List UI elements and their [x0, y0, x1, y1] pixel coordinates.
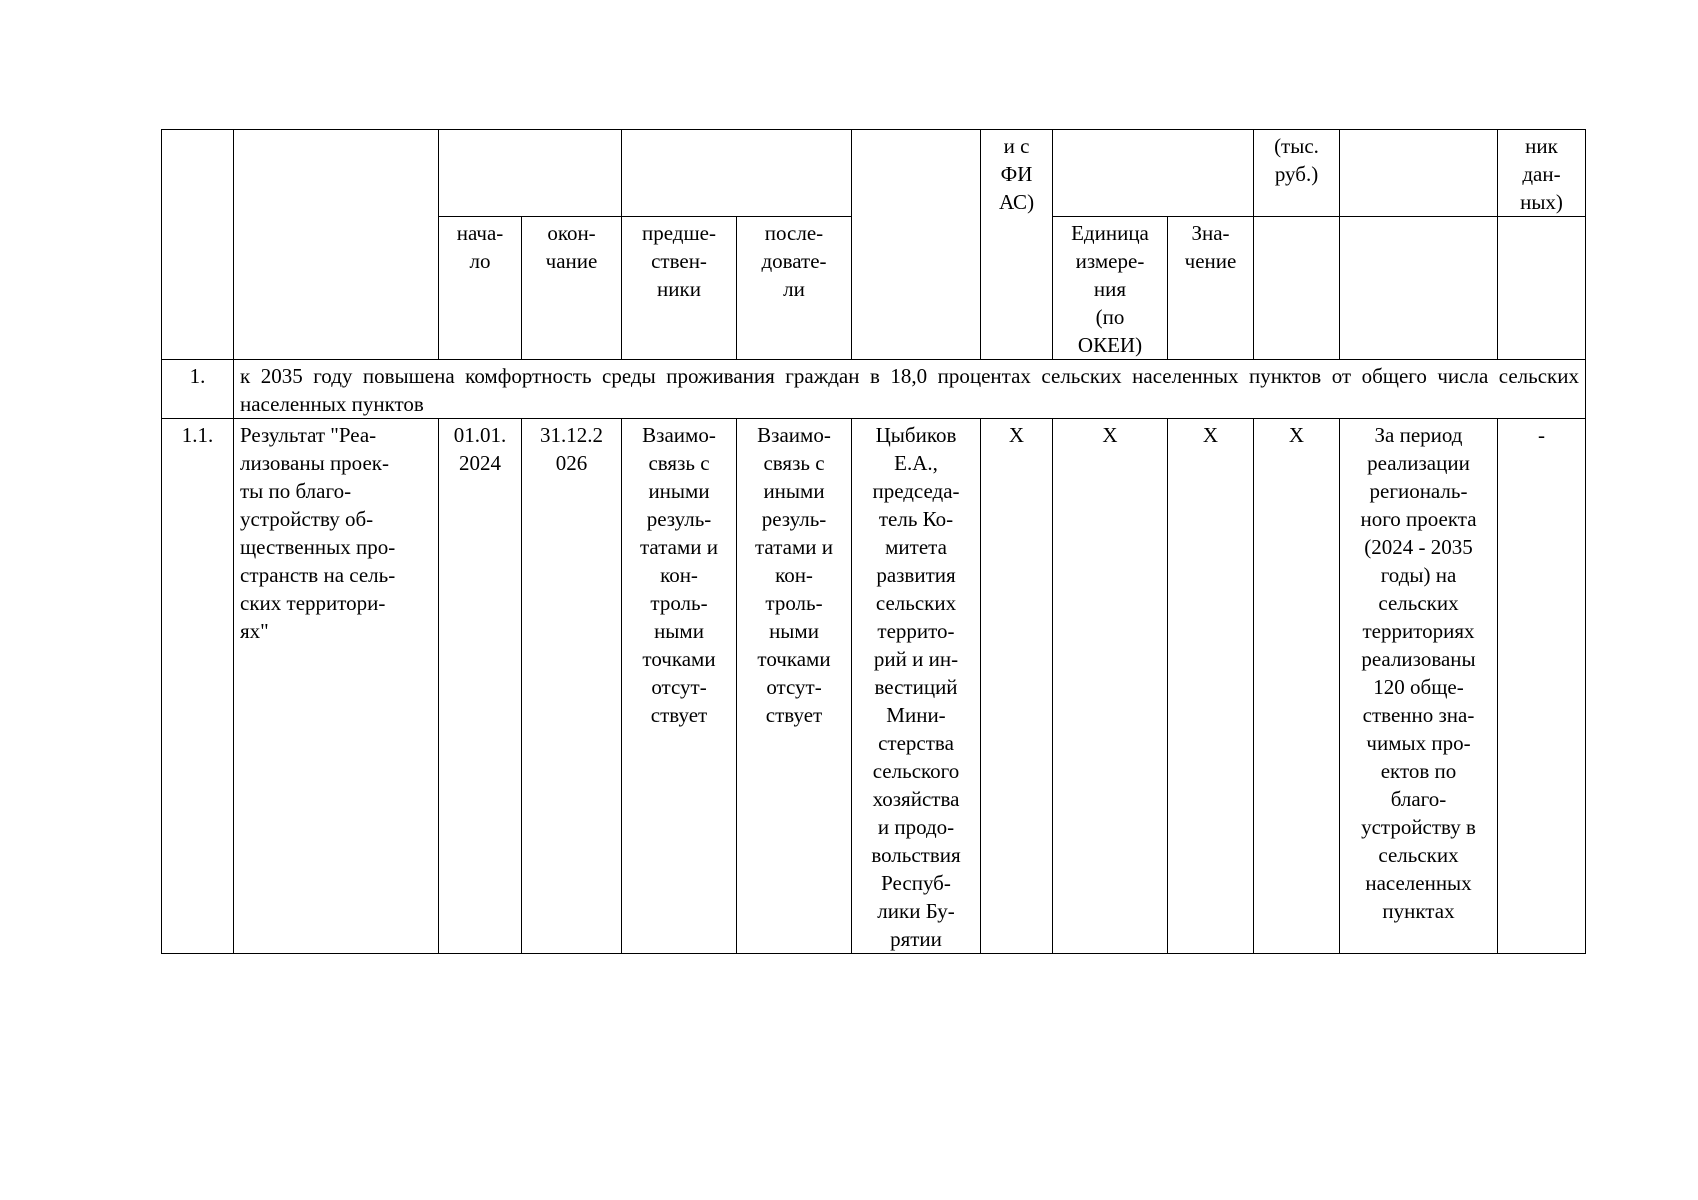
header-cell-characteristic — [1340, 130, 1498, 217]
goal-number: 1. — [162, 360, 234, 419]
result-unit: X — [1053, 419, 1168, 954]
header-cell-cost: (тыс. руб.) — [1254, 130, 1340, 217]
header-end: окон- чание — [522, 217, 622, 360]
result-fias: X — [981, 419, 1053, 954]
header-cell-name — [234, 130, 439, 360]
result-name: Результат "Реа- лизованы проек- ты по благо- устройству об- щественных про- странств на сель- ских территори- ях" — [234, 419, 439, 954]
result-number: 1.1. — [162, 419, 234, 954]
goal-text: к 2035 году повышена комфортность среды проживания граждан в 18,0 процентах сельских населенных пунктов от общего числа сельских населенных пунктов — [234, 360, 1586, 419]
header-cell-indicator — [1053, 130, 1254, 217]
result-plan-table — [161, 129, 1586, 954]
header-cell-links — [622, 130, 852, 217]
header-cost-empty — [1254, 217, 1340, 360]
result-value: X — [1168, 419, 1254, 954]
result-successors: Взаимо- связь с иными резуль- татами и кон- троль- ными точками отсут- ствует — [737, 419, 852, 954]
header-predecessors: предше- ствен- ники — [622, 217, 737, 360]
result-row — [162, 419, 1586, 954]
header-cell-fias: и с ФИ АС) — [981, 130, 1053, 360]
header-cell-source: ник дан- ных) — [1498, 130, 1586, 217]
result-cost: X — [1254, 419, 1340, 954]
header-source-empty — [1498, 217, 1586, 360]
result-characteristic: За период реализации региональ- ного проекта (2024 - 2035 годы) на сельских территориях реализованы 120 обще- ственно зна- чимых про- ектов по благо- устройству в сельских населенных пунктах — [1340, 419, 1498, 954]
goal-row — [162, 360, 1586, 419]
header-cell-dates — [439, 130, 622, 217]
header-characteristic-empty — [1340, 217, 1498, 360]
header-value: Зна- чение — [1168, 217, 1254, 360]
result-responsible: Цыбиков Е.А., председа- тель Ко- митета развития сельских террито- рий и ин- вестиций Мини- стерства сельского хозяйства и продо- вольствия Респуб- лики Бу- рятии — [852, 419, 981, 954]
result-start-date: 01.01. 2024 — [439, 419, 522, 954]
header-successors: после- довате- ли — [737, 217, 852, 360]
result-predecessors: Взаимо- связь с иными резуль- татами и кон- троль- ными точками отсут- ствует — [622, 419, 737, 954]
header-row-top — [162, 130, 1586, 217]
header-cell-responsible — [852, 130, 981, 360]
result-end-date: 31.12.2 026 — [522, 419, 622, 954]
header-cell-number — [162, 130, 234, 360]
header-unit: Единица измере- ния (по ОКЕИ) — [1053, 217, 1168, 360]
result-source: - — [1498, 419, 1586, 954]
header-start: нача- ло — [439, 217, 522, 360]
